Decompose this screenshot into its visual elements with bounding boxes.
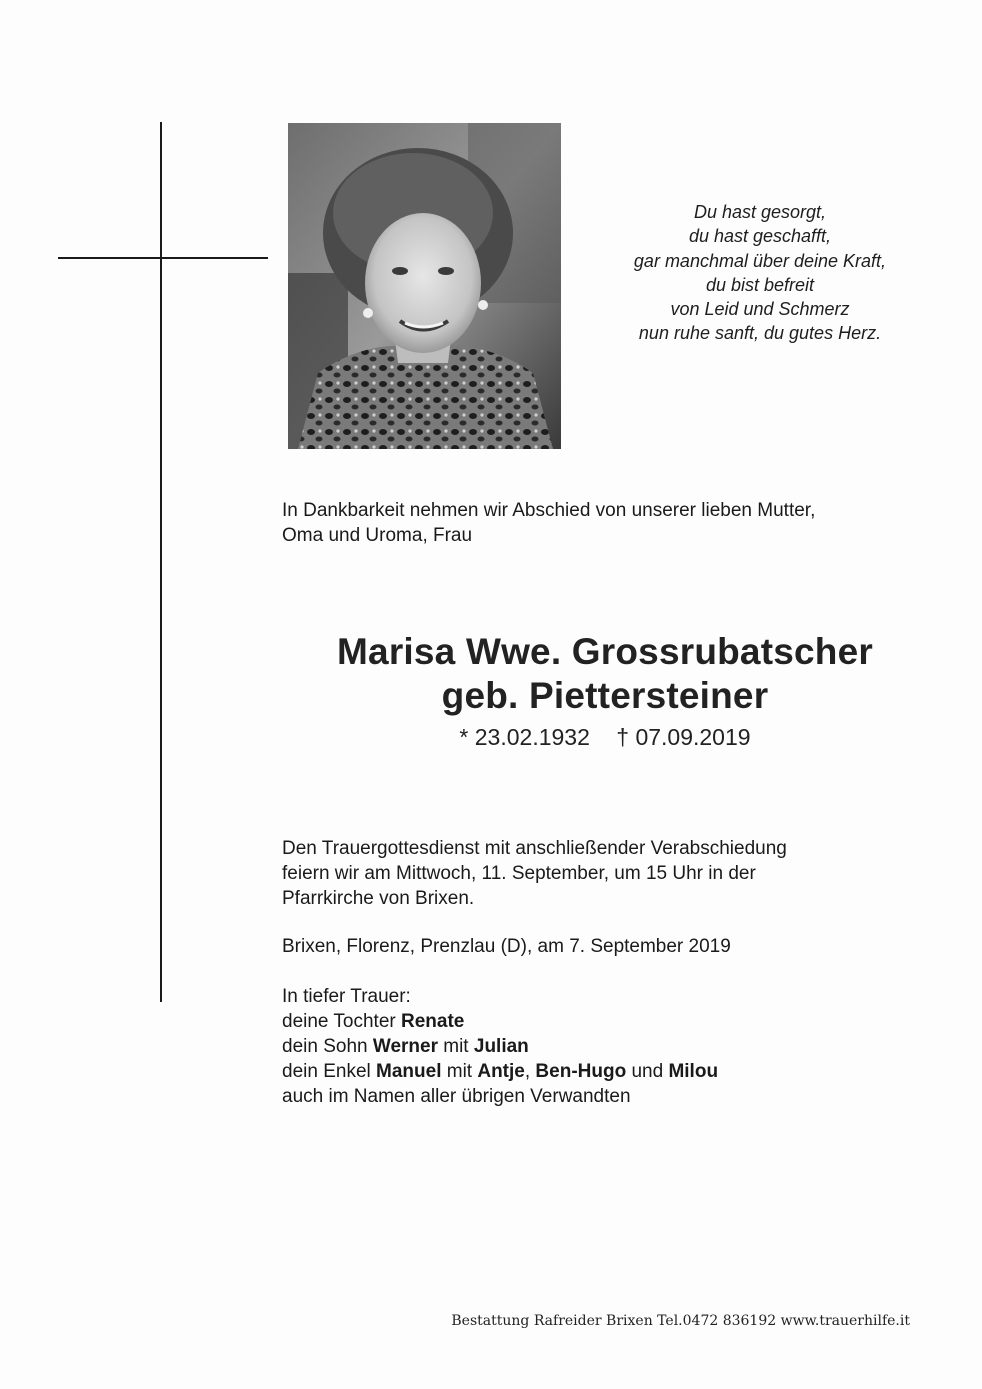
deceased-name-block bbox=[270, 630, 940, 752]
place-and-date: Brixen, Florenz, Prenzlau (D), am 7. September 2019 bbox=[282, 936, 731, 957]
mourner-name: Renate bbox=[401, 1011, 465, 1032]
mourner-name: Manuel bbox=[376, 1061, 442, 1082]
mourner-name: Ben-Hugo bbox=[535, 1061, 627, 1082]
cross-horizontal-bar bbox=[58, 257, 268, 259]
poem-line: gar manchmal über deine Kraft, bbox=[633, 250, 887, 271]
mourner-relation: dein Sohn bbox=[282, 1036, 373, 1057]
service-line: Den Trauergottesdienst mit anschließender Verabschiedung bbox=[282, 838, 787, 859]
mourner-name: Milou bbox=[668, 1061, 719, 1082]
mourner-name: Werner bbox=[372, 1036, 438, 1057]
intro-line: Oma und Uroma, Frau bbox=[282, 525, 473, 546]
poem-line: nun ruhe sanft, du gutes Herz. bbox=[638, 323, 882, 344]
mourner-relation: dein Enkel bbox=[282, 1061, 377, 1082]
portrait-photo bbox=[288, 123, 561, 449]
mourners-heading: In tiefer Trauer: bbox=[282, 986, 411, 1007]
service-text bbox=[282, 836, 922, 911]
poem-line: von Leid und Schmerz bbox=[670, 299, 850, 320]
service-line: feiern wir am Mittwoch, 11. September, um 15 Uhr in der bbox=[282, 863, 756, 884]
mourner-connector: mit bbox=[437, 1036, 474, 1057]
service-line: Pfarrkirche von Brixen. bbox=[282, 888, 475, 909]
poem-line: du bist befreit bbox=[705, 274, 815, 295]
mourner-line bbox=[282, 1009, 922, 1034]
mourners-closing: auch im Namen aller übrigen Verwandten bbox=[282, 1086, 631, 1107]
life-dates bbox=[270, 722, 940, 752]
poem bbox=[600, 200, 920, 346]
mourner-line bbox=[282, 1059, 922, 1084]
cross-vertical-bar bbox=[160, 122, 162, 1002]
mourner-name: Julian bbox=[473, 1036, 529, 1057]
maiden-name: geb. Piettersteiner bbox=[441, 675, 769, 716]
mourner-connector: und bbox=[626, 1061, 669, 1082]
mourner-name: Antje bbox=[477, 1061, 525, 1082]
intro-line: In Dankbarkeit nehmen wir Abschied von unserer lieben Mutter, bbox=[282, 500, 816, 521]
mourner-connector: , bbox=[524, 1061, 536, 1082]
death-date: † 07.09.2019 bbox=[616, 724, 751, 750]
mourner-relation: deine Tochter bbox=[282, 1011, 402, 1032]
funeral-home-footer: Bestattung Rafreider Brixen Tel.0472 836192 www.trauerhilfe.it bbox=[451, 1313, 910, 1329]
mourner-connector: mit bbox=[441, 1061, 478, 1082]
birth-date: * 23.02.1932 bbox=[459, 724, 590, 750]
deceased-name: Marisa Wwe. Grossrubatscher bbox=[337, 631, 873, 672]
intro-text bbox=[282, 498, 922, 548]
poem-line: Du hast gesorgt, bbox=[693, 202, 827, 222]
poem-line: du hast geschafft, bbox=[688, 226, 832, 247]
mourner-line bbox=[282, 1034, 922, 1059]
mourners-list bbox=[282, 984, 922, 1109]
